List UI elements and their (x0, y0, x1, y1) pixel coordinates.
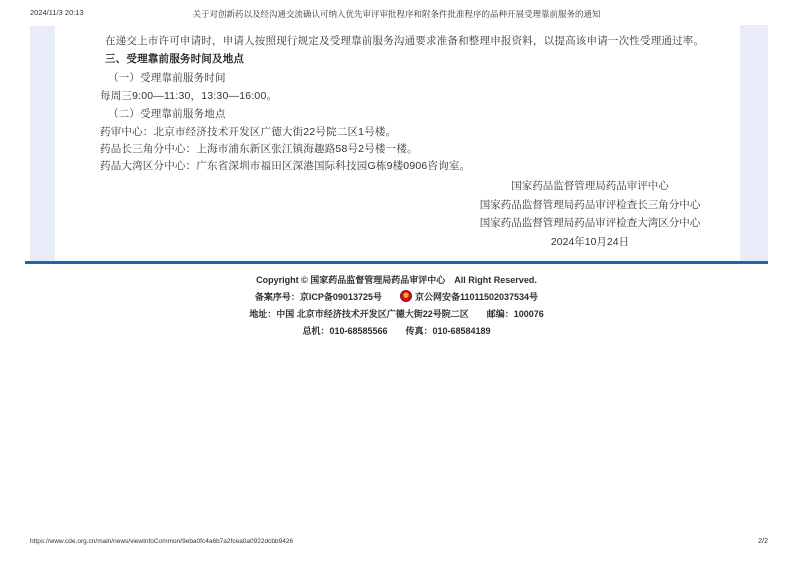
location-item: 药审中心：北京市经济技术开发区广德大街22号院二区1号楼。 (100, 126, 397, 138)
signature-line: 国家药品监督管理局药品审评检查长三角分中心 (479, 199, 701, 211)
police-record-text: 京公网安备11011502037534号 (414, 292, 539, 302)
subsection-heading-location: （二）受理靠前服务地点 (108, 108, 226, 120)
section-heading: 三、受理靠前服务时间及地点 (105, 53, 245, 65)
footer-divider-line (25, 261, 768, 264)
address-text: 地址：中国 北京市经济技术开发区广德大街22号院二区 (249, 309, 469, 319)
location-item: 药品长三角分中心：上海市浦东新区张江镇海趣路58号2号楼一楼。 (100, 143, 418, 155)
service-times-text: 每周三9:00—11:30，13:30—16:00。 (100, 90, 278, 102)
footer-contact-line (0, 324, 793, 337)
phone-text: 总机：010-68585566 (302, 326, 388, 336)
signature-line: 国家药品监督管理局药品审评中心 (511, 180, 669, 192)
print-timestamp: 2024/11/3 20:13 (30, 8, 84, 17)
footer-address-line (0, 307, 793, 320)
left-sidebar-accent-bar (30, 26, 55, 261)
icp-record-text: 备案序号：京ICP备09013725号 (254, 292, 382, 302)
right-sidebar-accent-bar (740, 25, 768, 261)
public-security-badge-icon (400, 290, 412, 302)
signature-line: 国家药品监督管理局药品审评检查大湾区分中心 (479, 217, 701, 229)
footer-record-line (0, 290, 793, 303)
print-page-number: 2/2 (758, 538, 768, 545)
fax-text: 传真：010-68584189 (405, 326, 491, 336)
subsection-heading-time: （一）受理靠前服务时间 (108, 72, 226, 84)
postcode-text: 邮编：100076 (486, 309, 544, 319)
footer-copyright: Copyright © 国家药品监督管理局药品审评中心 All Right Reserved. (256, 275, 537, 285)
print-source-url: https://www.cde.org.cn/main/news/viewInfoCommon/9eba0fc4a6b7a2fcea0a0922dcbb9426 (30, 538, 294, 545)
location-item: 药品大湾区分中心：广东省深圳市福田区深港国际科技园G栋9楼0906咨询室。 (100, 160, 471, 172)
signature-date: 2024年10月24日 (550, 236, 630, 248)
print-document-title: 关于对创新药以及经沟通交流确认可纳入优先审评审批程序和附条件批准程序的品种开展受理靠前服务的通知 (192, 9, 601, 19)
intro-paragraph: 在递交上市许可申请时，申请人按照现行规定及受理靠前服务沟通要求准备和整理申报资料，以提高该申请一次性受理通过率。 (105, 35, 705, 47)
